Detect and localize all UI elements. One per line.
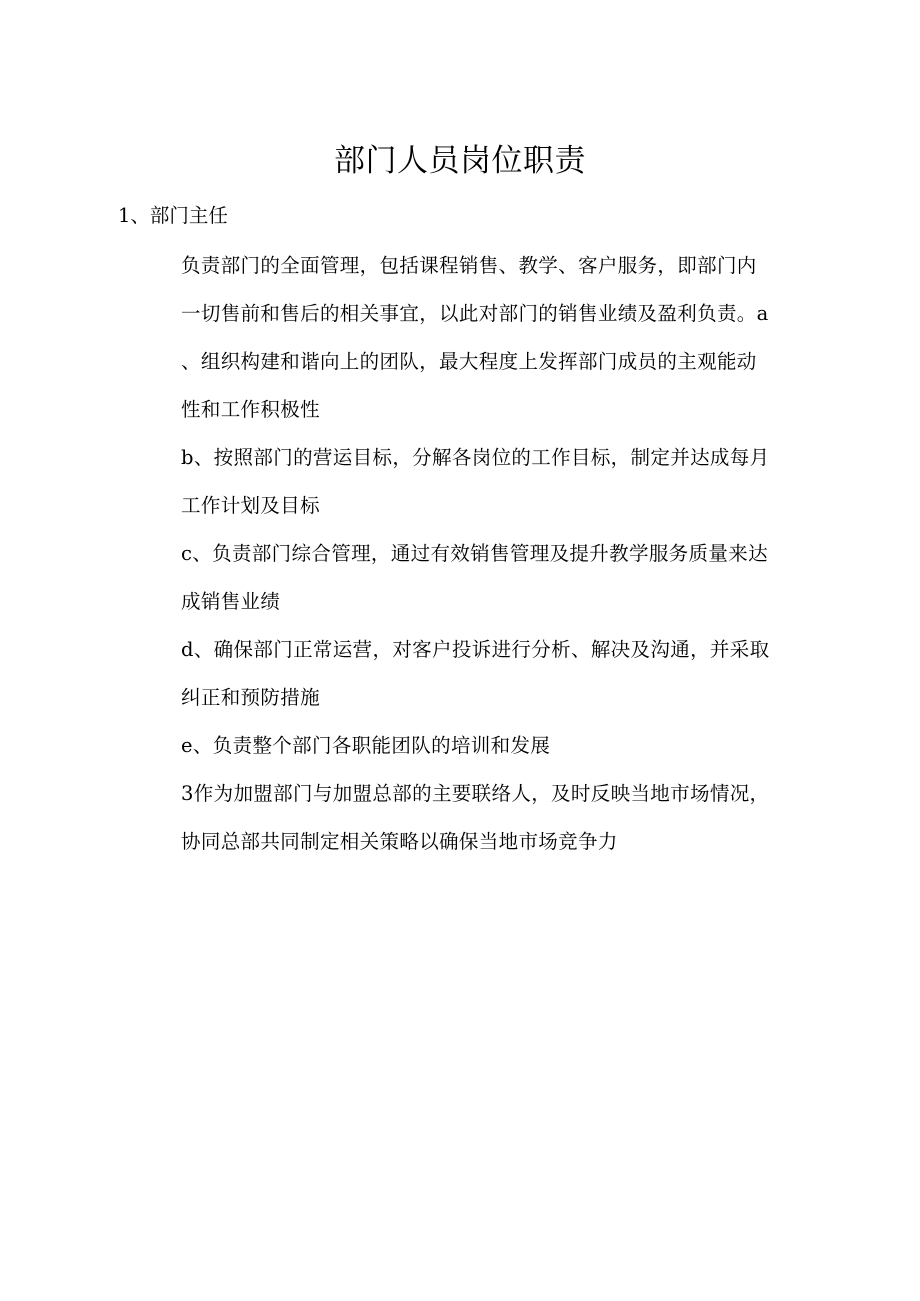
- paragraph-line: d、确保部门正常运营，对客户投诉进行分析、解决及沟通，并采取: [181, 638, 770, 661]
- paragraph-line: 工作计划及目标: [181, 494, 320, 517]
- paragraph-line: 负责部门的全面管理，包括课程销售、教学、客户服务，即部门内: [181, 254, 757, 277]
- paragraph-line: 、组织构建和谐向上的团队，最大程度上发挥部门成员的主观能动: [181, 350, 757, 373]
- document-title: 部门人员岗位职责: [334, 143, 586, 179]
- paragraph-line: 性和工作积极性: [181, 398, 320, 421]
- paragraph-line: 3作为加盟部门与加盟总部的主要联络人，及时反映当地市场情况，: [181, 782, 770, 805]
- paragraph-line: c、负责部门综合管理，通过有效销售管理及提升教学服务质量来达: [181, 542, 768, 565]
- paragraph-line: e、负责整个部门各职能团队的培训和发展: [181, 734, 551, 757]
- paragraph-line: 协同总部共同制定相关策略以确保当地市场竞争力: [181, 830, 618, 853]
- paragraph-line: b、按照部门的营运目标，分解各岗位的工作目标，制定并达成每月: [181, 446, 770, 469]
- section-heading: 1、部门主任: [118, 204, 228, 227]
- paragraph-line: 成销售业绩: [181, 590, 281, 613]
- paragraph-line: 一切售前和售后的相关事宜，以此对部门的销售业绩及盈利负责。a: [181, 302, 769, 325]
- paragraph-line: 纠正和预防措施: [181, 686, 320, 709]
